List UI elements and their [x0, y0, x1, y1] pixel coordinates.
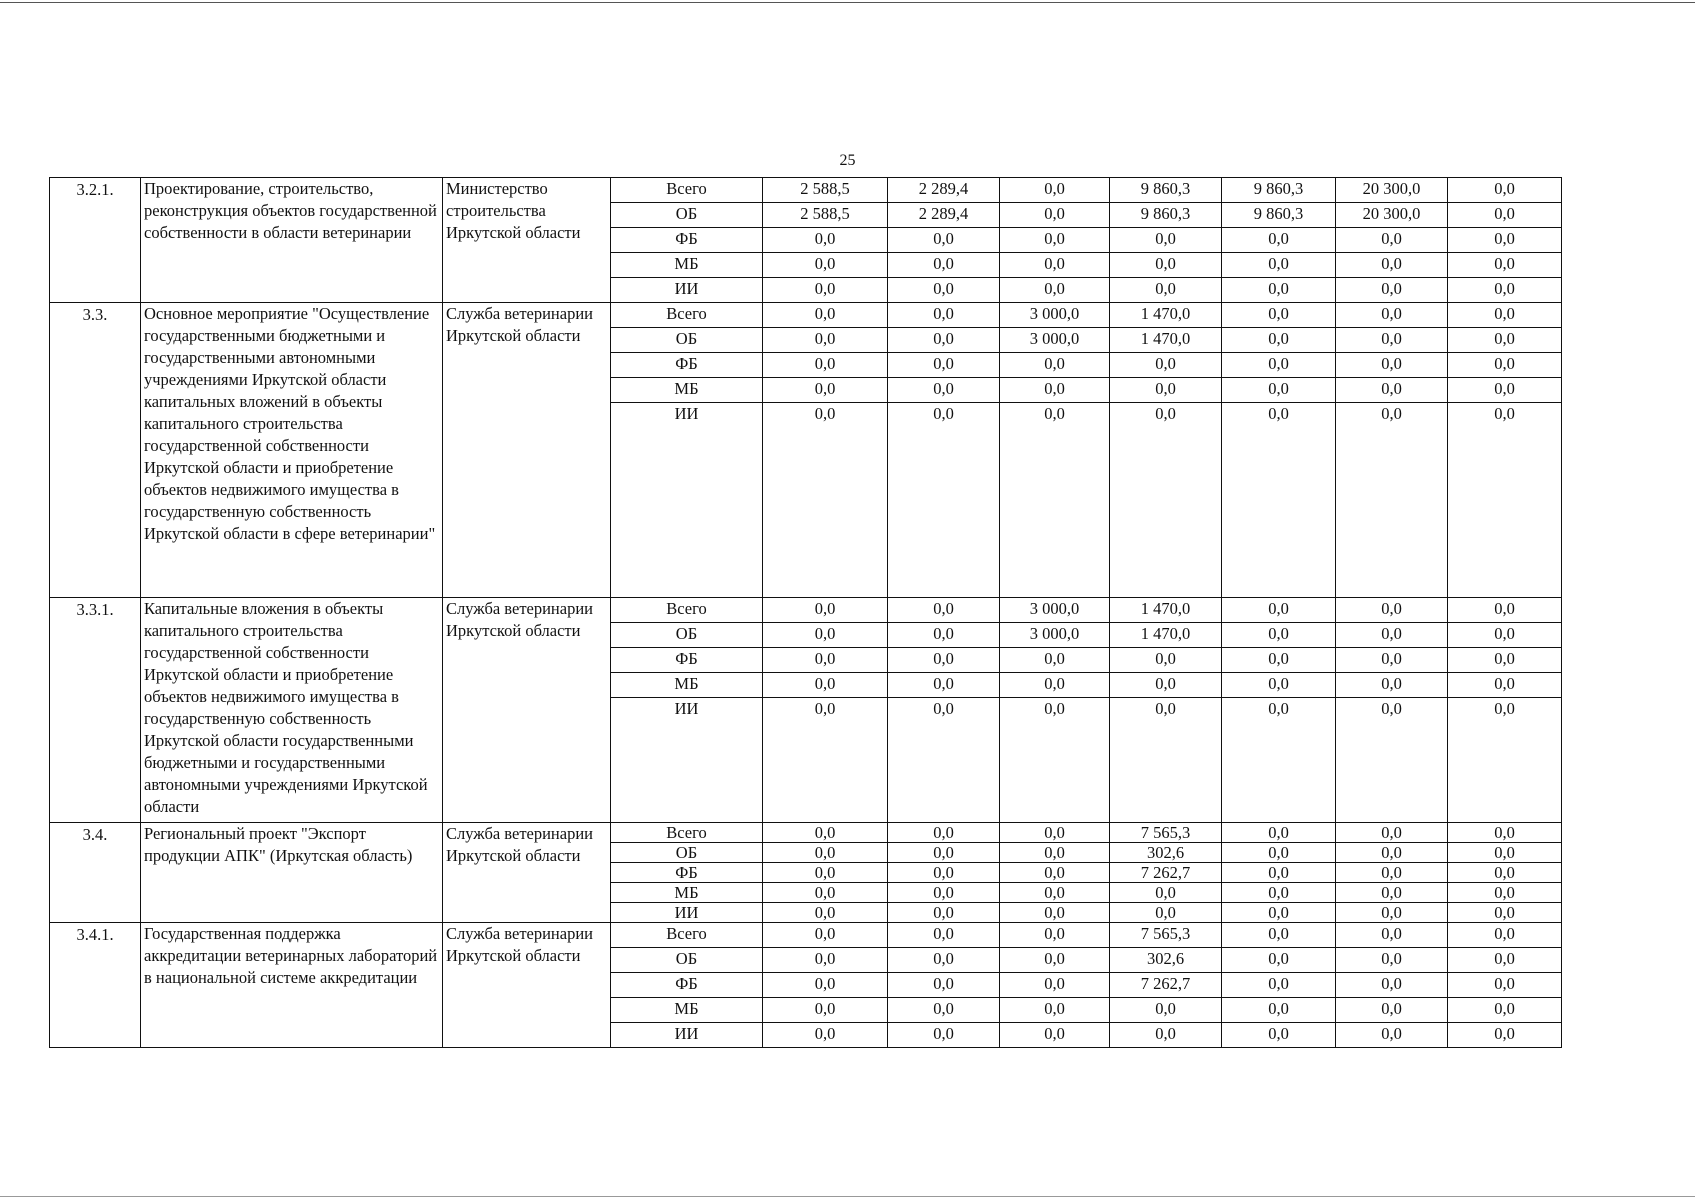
funding-value: 0,0 [888, 623, 1000, 648]
funding-value: 0,0 [1222, 948, 1336, 973]
funding-value: 0,0 [1000, 1023, 1110, 1048]
funding-source: ФБ [611, 973, 763, 998]
funding-source: ИИ [611, 698, 763, 823]
funding-value: 0,0 [1336, 823, 1448, 843]
funding-source: Всего [611, 823, 763, 843]
funding-value: 0,0 [763, 863, 888, 883]
funding-value: 0,0 [1336, 903, 1448, 923]
item-name: Проектирование, строительство, реконструкция объектов государственной собственности в области ветеринарии [141, 178, 443, 303]
funding-value: 302,6 [1110, 843, 1222, 863]
funding-source: ОБ [611, 948, 763, 973]
funding-value: 0,0 [1448, 823, 1562, 843]
funding-value: 0,0 [888, 598, 1000, 623]
funding-value: 0,0 [1448, 673, 1562, 698]
funding-value: 0,0 [763, 253, 888, 278]
funding-value: 0,0 [888, 1023, 1000, 1048]
funding-value: 0,0 [1222, 883, 1336, 903]
funding-value: 9 860,3 [1110, 203, 1222, 228]
funding-value: 0,0 [1448, 623, 1562, 648]
funding-value: 0,0 [1336, 378, 1448, 403]
table-row [50, 923, 1562, 948]
funding-value: 0,0 [763, 673, 888, 698]
page-top-border [0, 2, 1695, 3]
funding-value: 0,0 [1336, 353, 1448, 378]
funding-value: 0,0 [1448, 883, 1562, 903]
funding-value: 0,0 [1222, 598, 1336, 623]
funding-value: 0,0 [763, 698, 888, 823]
funding-value: 0,0 [1448, 378, 1562, 403]
funding-value: 0,0 [1110, 903, 1222, 923]
funding-value: 0,0 [888, 823, 1000, 843]
funding-source: ФБ [611, 648, 763, 673]
funding-value: 0,0 [1448, 598, 1562, 623]
funding-value: 2 289,4 [888, 203, 1000, 228]
funding-value: 0,0 [1000, 353, 1110, 378]
funding-value: 0,0 [1336, 998, 1448, 1023]
funding-value: 3 000,0 [1000, 598, 1110, 623]
funding-value: 0,0 [1448, 278, 1562, 303]
funding-value: 0,0 [763, 883, 888, 903]
page-bottom-border [0, 1196, 1695, 1197]
funding-value: 0,0 [1222, 1023, 1336, 1048]
funding-value: 0,0 [1336, 278, 1448, 303]
funding-value: 2 588,5 [763, 203, 888, 228]
funding-value: 0,0 [1448, 203, 1562, 228]
funding-value: 0,0 [763, 403, 888, 598]
funding-value: 0,0 [763, 948, 888, 973]
funding-source: Всего [611, 303, 763, 328]
funding-value: 0,0 [763, 353, 888, 378]
funding-table [49, 177, 1562, 1048]
funding-value: 0,0 [1000, 253, 1110, 278]
funding-value: 0,0 [1448, 973, 1562, 998]
funding-value: 0,0 [763, 648, 888, 673]
funding-value: 0,0 [1448, 303, 1562, 328]
item-number: 3.3.1. [50, 598, 141, 823]
funding-value: 1 470,0 [1110, 303, 1222, 328]
funding-value: 0,0 [1336, 863, 1448, 883]
funding-value: 0,0 [1448, 1023, 1562, 1048]
funding-value: 0,0 [888, 253, 1000, 278]
item-number: 3.3. [50, 303, 141, 598]
funding-value: 0,0 [1448, 903, 1562, 923]
funding-value: 0,0 [1336, 1023, 1448, 1048]
funding-source: ФБ [611, 228, 763, 253]
funding-value: 0,0 [1000, 673, 1110, 698]
item-name: Государственная поддержка аккредитации ветеринарных лабораторий в национальной системе аккредитации [141, 923, 443, 1048]
funding-value: 0,0 [763, 328, 888, 353]
funding-value: 0,0 [1222, 973, 1336, 998]
funding-source: ФБ [611, 863, 763, 883]
funding-value: 0,0 [1336, 948, 1448, 973]
funding-value: 0,0 [763, 598, 888, 623]
funding-value: 0,0 [1448, 403, 1562, 598]
funding-value: 0,0 [1000, 698, 1110, 823]
funding-value: 0,0 [763, 623, 888, 648]
funding-value: 1 470,0 [1110, 598, 1222, 623]
funding-value: 302,6 [1110, 948, 1222, 973]
funding-value: 0,0 [1336, 843, 1448, 863]
funding-value: 0,0 [1110, 278, 1222, 303]
funding-value: 0,0 [1000, 863, 1110, 883]
funding-value: 1 470,0 [1110, 623, 1222, 648]
funding-value: 0,0 [1000, 228, 1110, 253]
funding-value: 0,0 [1110, 1023, 1222, 1048]
item-executor: Служба ветеринарии Иркутской области [443, 598, 611, 823]
funding-value: 0,0 [1448, 228, 1562, 253]
funding-value: 0,0 [763, 278, 888, 303]
item-number: 3.2.1. [50, 178, 141, 303]
funding-value: 0,0 [1000, 648, 1110, 673]
funding-source: МБ [611, 378, 763, 403]
funding-value: 0,0 [888, 648, 1000, 673]
funding-value: 0,0 [1000, 883, 1110, 903]
funding-value: 9 860,3 [1110, 178, 1222, 203]
funding-value: 20 300,0 [1336, 203, 1448, 228]
funding-value: 0,0 [1336, 598, 1448, 623]
funding-value: 0,0 [763, 973, 888, 998]
funding-value: 0,0 [888, 303, 1000, 328]
funding-value: 0,0 [1336, 648, 1448, 673]
funding-value: 7 262,7 [1110, 973, 1222, 998]
funding-value: 0,0 [888, 998, 1000, 1023]
item-name: Региональный проект "Экспорт продукции АПК" (Иркутская область) [141, 823, 443, 923]
funding-value: 0,0 [1222, 253, 1336, 278]
table-row [50, 598, 1562, 623]
funding-value: 0,0 [1222, 328, 1336, 353]
funding-value: 0,0 [888, 973, 1000, 998]
funding-value: 0,0 [1448, 353, 1562, 378]
funding-value: 0,0 [1222, 378, 1336, 403]
funding-value: 0,0 [888, 328, 1000, 353]
funding-value: 0,0 [1448, 843, 1562, 863]
funding-value: 0,0 [1110, 403, 1222, 598]
funding-value: 0,0 [1336, 303, 1448, 328]
funding-source: Всего [611, 923, 763, 948]
funding-value: 0,0 [888, 903, 1000, 923]
item-number: 3.4. [50, 823, 141, 923]
funding-value: 0,0 [763, 998, 888, 1023]
funding-source: МБ [611, 883, 763, 903]
funding-value: 2 588,5 [763, 178, 888, 203]
funding-value: 0,0 [1448, 648, 1562, 673]
funding-value: 0,0 [763, 843, 888, 863]
funding-value: 0,0 [763, 378, 888, 403]
item-number: 3.4.1. [50, 923, 141, 1048]
funding-value: 0,0 [1448, 253, 1562, 278]
table-row [50, 823, 1562, 843]
funding-source: ИИ [611, 903, 763, 923]
funding-value: 0,0 [1448, 698, 1562, 823]
funding-source: МБ [611, 673, 763, 698]
funding-value: 0,0 [1110, 648, 1222, 673]
funding-value: 0,0 [1222, 623, 1336, 648]
funding-value: 7 565,3 [1110, 823, 1222, 843]
funding-value: 0,0 [1336, 698, 1448, 823]
funding-value: 0,0 [888, 353, 1000, 378]
funding-value: 0,0 [1222, 303, 1336, 328]
funding-value: 0,0 [1222, 278, 1336, 303]
funding-value: 7 565,3 [1110, 923, 1222, 948]
funding-value: 3 000,0 [1000, 328, 1110, 353]
funding-value: 0,0 [1000, 923, 1110, 948]
funding-value: 0,0 [1110, 353, 1222, 378]
funding-value: 0,0 [1336, 253, 1448, 278]
funding-value: 0,0 [1110, 673, 1222, 698]
funding-value: 0,0 [1110, 998, 1222, 1023]
funding-value: 0,0 [1222, 903, 1336, 923]
item-executor: Служба ветеринарии Иркутской области [443, 823, 611, 923]
funding-value: 0,0 [1000, 378, 1110, 403]
table-row [50, 303, 1562, 328]
funding-value: 0,0 [1222, 998, 1336, 1023]
funding-value: 0,0 [1448, 923, 1562, 948]
item-executor: Служба ветеринарии Иркутской области [443, 303, 611, 598]
funding-value: 0,0 [888, 278, 1000, 303]
funding-value: 0,0 [1222, 353, 1336, 378]
funding-value: 0,0 [1336, 883, 1448, 903]
funding-value: 0,0 [888, 378, 1000, 403]
funding-value: 0,0 [888, 863, 1000, 883]
funding-value: 0,0 [763, 228, 888, 253]
funding-value: 0,0 [1222, 228, 1336, 253]
item-name: Основное мероприятие "Осуществление государственными бюджетными и государственными автономными учреждениями Иркутской области капитальных вложений в объекты капитального строительства государственной собственности Иркутской области и приобретение объектов недвижимого имущества в государственную собственность Иркутской области в сфере ветеринарии" [141, 303, 443, 598]
funding-source: Всего [611, 598, 763, 623]
funding-value: 0,0 [1110, 883, 1222, 903]
funding-source: МБ [611, 253, 763, 278]
funding-value: 7 262,7 [1110, 863, 1222, 883]
funding-value: 0,0 [1000, 948, 1110, 973]
funding-value: 0,0 [888, 698, 1000, 823]
funding-source: ИИ [611, 403, 763, 598]
funding-source: ОБ [611, 623, 763, 648]
funding-value: 0,0 [1110, 228, 1222, 253]
table-body [50, 178, 1562, 1048]
item-executor: Министерство строительства Иркутской области [443, 178, 611, 303]
funding-value: 20 300,0 [1336, 178, 1448, 203]
funding-value: 0,0 [1448, 328, 1562, 353]
funding-source: ИИ [611, 1023, 763, 1048]
funding-source: ОБ [611, 843, 763, 863]
funding-table-wrapper [49, 177, 1561, 1048]
funding-value: 0,0 [888, 843, 1000, 863]
funding-value: 0,0 [1000, 278, 1110, 303]
funding-value: 0,0 [1448, 863, 1562, 883]
funding-value: 0,0 [1336, 973, 1448, 998]
funding-value: 0,0 [1000, 403, 1110, 598]
table-row [50, 178, 1562, 203]
funding-value: 9 860,3 [1222, 178, 1336, 203]
funding-value: 0,0 [888, 403, 1000, 598]
funding-value: 0,0 [1000, 203, 1110, 228]
funding-value: 0,0 [1222, 923, 1336, 948]
funding-value: 0,0 [1000, 178, 1110, 203]
funding-value: 0,0 [1448, 178, 1562, 203]
item-executor: Служба ветеринарии Иркутской области [443, 923, 611, 1048]
funding-value: 3 000,0 [1000, 303, 1110, 328]
funding-value: 0,0 [1336, 228, 1448, 253]
funding-value: 0,0 [1222, 843, 1336, 863]
funding-value: 0,0 [888, 673, 1000, 698]
funding-value: 0,0 [1000, 843, 1110, 863]
funding-value: 0,0 [888, 228, 1000, 253]
funding-source: Всего [611, 178, 763, 203]
funding-value: 0,0 [763, 923, 888, 948]
funding-value: 0,0 [1000, 823, 1110, 843]
page-number: 25 [839, 152, 856, 169]
funding-value: 0,0 [1110, 698, 1222, 823]
funding-value: 9 860,3 [1222, 203, 1336, 228]
funding-value: 0,0 [888, 923, 1000, 948]
funding-value: 0,0 [888, 883, 1000, 903]
funding-value: 0,0 [763, 303, 888, 328]
funding-value: 0,0 [888, 948, 1000, 973]
funding-value: 0,0 [1222, 698, 1336, 823]
funding-value: 0,0 [1110, 378, 1222, 403]
funding-value: 0,0 [1222, 863, 1336, 883]
funding-value: 0,0 [1000, 973, 1110, 998]
item-name: Капитальные вложения в объекты капитального строительства государственной собственности Иркутской области и приобретение объектов недвижимого имущества в государственную собственность Иркутской области государственными бюджетными и государственными автономными учреждениями Иркутской области [141, 598, 443, 823]
funding-source: ФБ [611, 353, 763, 378]
funding-value: 0,0 [1222, 823, 1336, 843]
funding-value: 0,0 [1448, 948, 1562, 973]
funding-value: 0,0 [1336, 923, 1448, 948]
funding-value: 0,0 [1222, 648, 1336, 673]
funding-value: 0,0 [1110, 253, 1222, 278]
funding-value: 0,0 [1222, 403, 1336, 598]
funding-value: 0,0 [1336, 623, 1448, 648]
funding-value: 0,0 [763, 823, 888, 843]
funding-value: 1 470,0 [1110, 328, 1222, 353]
funding-value: 0,0 [1222, 673, 1336, 698]
funding-value: 0,0 [763, 903, 888, 923]
funding-value: 0,0 [1000, 903, 1110, 923]
funding-value: 0,0 [1336, 328, 1448, 353]
funding-source: ИИ [611, 278, 763, 303]
funding-value: 2 289,4 [888, 178, 1000, 203]
funding-value: 0,0 [1336, 403, 1448, 598]
funding-source: ОБ [611, 328, 763, 353]
funding-value: 0,0 [1336, 673, 1448, 698]
funding-source: ОБ [611, 203, 763, 228]
funding-value: 0,0 [1000, 998, 1110, 1023]
funding-value: 0,0 [763, 1023, 888, 1048]
funding-source: МБ [611, 998, 763, 1023]
funding-value: 0,0 [1448, 998, 1562, 1023]
funding-value: 3 000,0 [1000, 623, 1110, 648]
